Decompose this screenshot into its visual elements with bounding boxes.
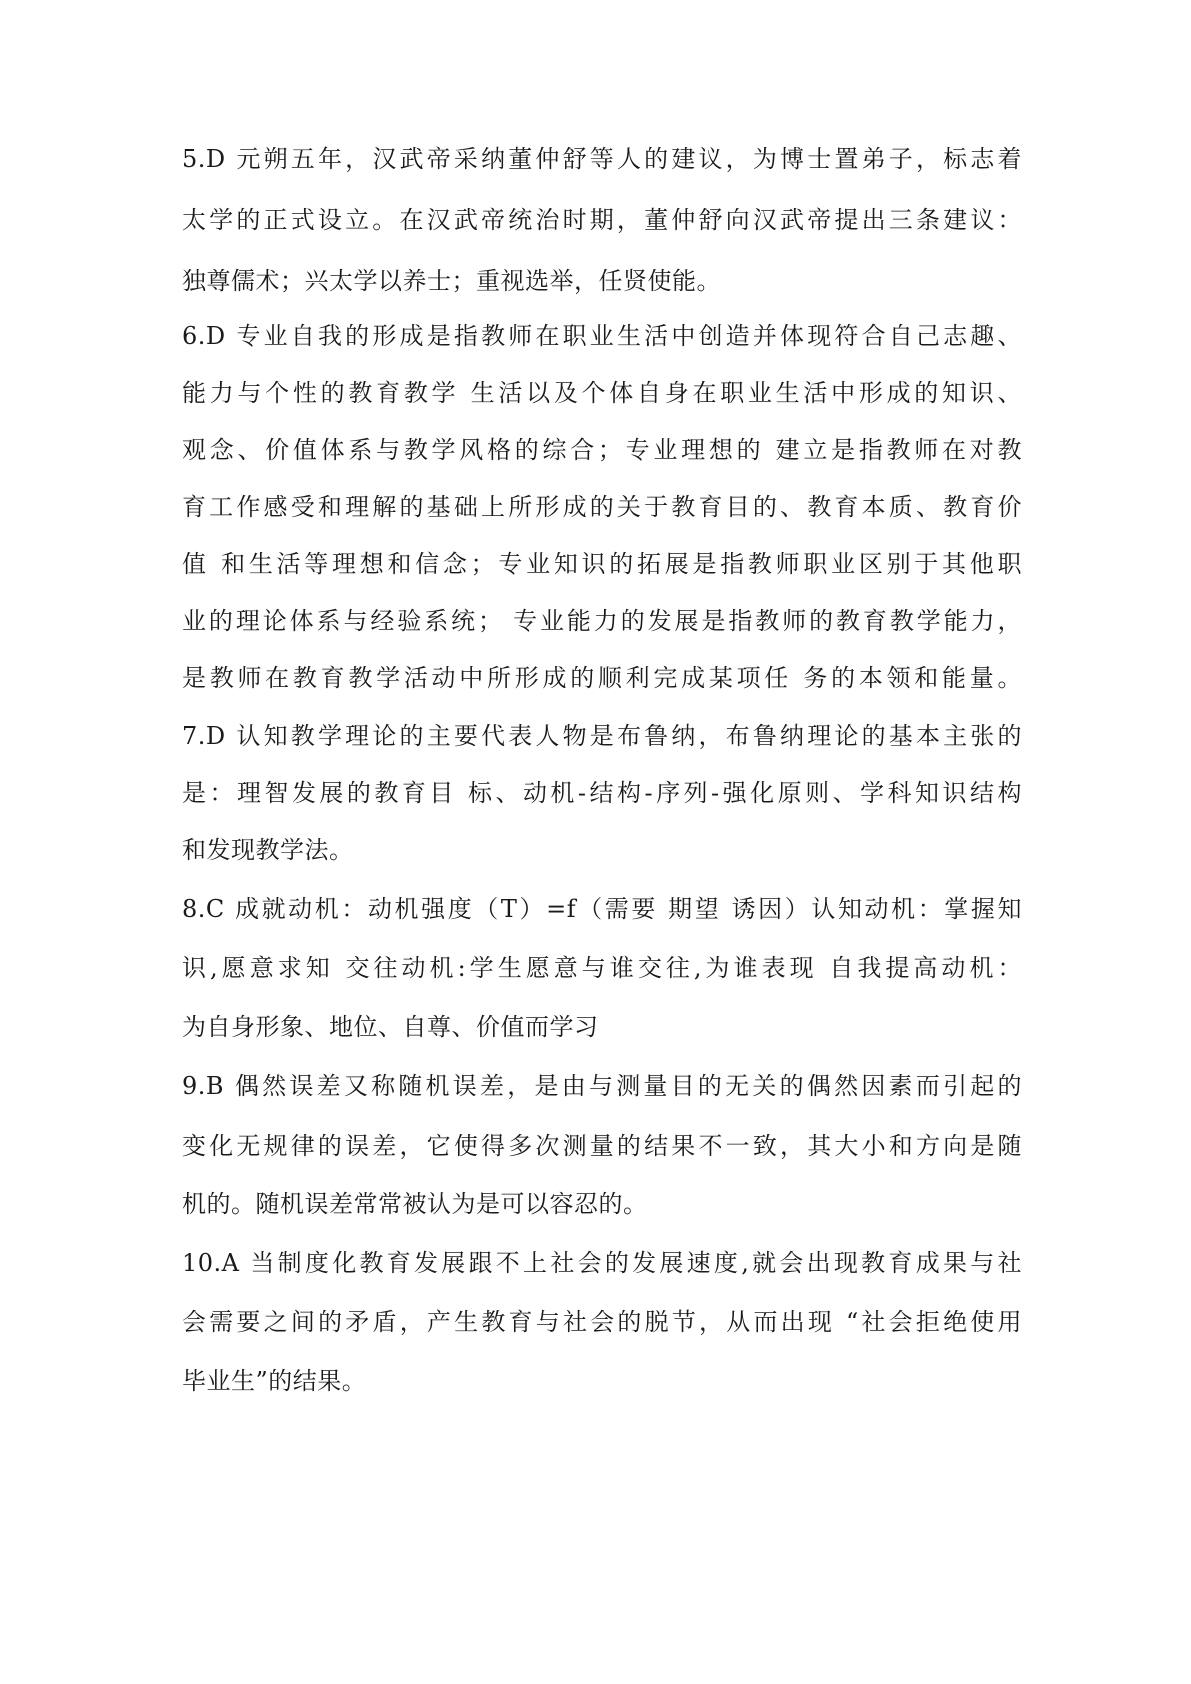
answer-8-line-3: 为自身形象、地位、自尊、价值而学习 [182, 1013, 599, 1041]
answer-6-line-1: 6.D 专业自我的形成是指教师在职业生活中创造并体现符合自己志趣、 [182, 322, 1022, 350]
answer-7-line-3: 和发现教学法。 [182, 836, 354, 864]
answer-10-line-3: 毕业生”的结果。 [182, 1367, 367, 1395]
answer-9-line-1: 9.B 偶然误差又称随机误差，是由与测量目的无关的偶然因素而引起的 [182, 1072, 1022, 1100]
answer-9-line-2: 变化无规律的误差，它使得多次测量的结果不一致，其大小和方向是随 [182, 1132, 1022, 1160]
answer-10-line-1: 10.A 当制度化教育发展跟不上社会的发展速度,就会出现教育成果与社 [182, 1249, 1022, 1277]
answer-8-line-1: 8.C 成就动机：动机强度（T）=f（需要 期望 诱因）认知动机：掌握知 [182, 895, 1022, 923]
answer-6-line-3: 观念、价值体系与教学风格的综合；专业理想的 建立是指教师在对教 [182, 436, 1022, 464]
answer-6-line-7: 是教师在教育教学活动中所形成的顺利完成某项任 务的本领和能量。 [182, 664, 1022, 692]
answer-5-line-3: 独尊儒术；兴太学以养士；重视选举，任贤使能。 [182, 267, 721, 295]
answer-10-line-2: 会需要之间的矛盾，产生教育与社会的脱节，从而出现 “社会拒绝使用 [182, 1308, 1022, 1336]
answer-6-line-5: 值 和生活等理想和信念；专业知识的拓展是指教师职业区别于其他职 [182, 550, 1022, 578]
answer-7-line-2: 是：理智发展的教育目 标、动机-结构-序列-强化原则、学科知识结构 [182, 779, 1022, 807]
answer-6-line-4: 育工作感受和理解的基础上所形成的关于教育目的、教育本质、教育价 [182, 493, 1022, 521]
answer-8-line-2: 识,愿意求知 交往动机:学生愿意与谁交往,为谁表现 自我提高动机： [182, 954, 1022, 982]
answer-5-line-1: 5.D 元朔五年，汉武帝采纳董仲舒等人的建议，为博士置弟子，标志着 [182, 145, 1022, 173]
answer-5-line-2: 太学的正式设立。在汉武帝统治时期，董仲舒向汉武帝提出三条建议： [182, 206, 1022, 234]
answer-9-line-3: 机的。随机误差常常被认为是可以容忍的。 [182, 1190, 648, 1218]
answer-6-line-2: 能力与个性的教育教学 生活以及个体自身在职业生活中形成的知识、 [182, 379, 1022, 407]
answer-6-line-6: 业的理论体系与经验系统； 专业能力的发展是指教师的教育教学能力， [182, 607, 1022, 635]
answer-7-line-1: 7.D 认知教学理论的主要代表人物是布鲁纳，布鲁纳理论的基本主张的 [182, 722, 1022, 750]
